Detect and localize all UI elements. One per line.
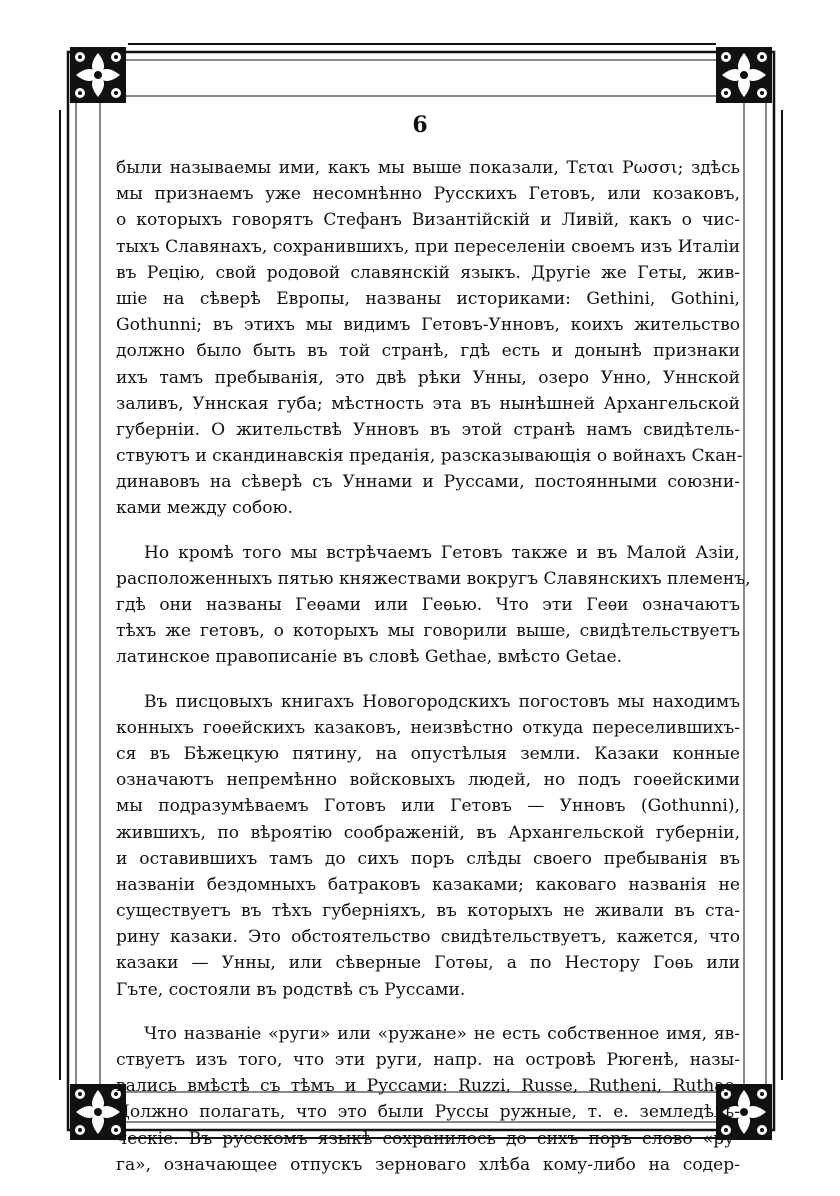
text-line: Гъте, состояли въ родствѣ съ Руссами. xyxy=(116,979,466,1000)
text-line: о которыхъ говорятъ Стефанъ Византійскій и Ливій, какъ о чис- xyxy=(116,210,740,231)
corner-ornament-top-right xyxy=(716,47,772,103)
text-line: расположенныхъ пятью княжествами вокругъ Славянскихъ племенъ, xyxy=(116,568,751,589)
text-line: и оставившихъ тамъ до сихъ поръ слѣды своего пребыванія въ xyxy=(116,848,740,869)
text-line: жившихъ, по вѣроятію соображеній, въ Архангельской губерніи, xyxy=(116,822,740,843)
paragraph-2 xyxy=(116,540,751,671)
text-line: рину казаки. Это обстоятельство свидѣтельствуетъ, кажется, что xyxy=(116,927,740,948)
text-line: Gothunni; въ этихъ мы видимъ Гетовъ-Унновъ, коихъ жительство xyxy=(116,315,740,336)
text-line: существуетъ въ тѣхъ губерніяхъ, въ которыхъ не живали въ ста- xyxy=(116,901,740,922)
text-line: названіи бездомныхъ батраковъ казаками; каковаго названія не xyxy=(116,874,740,895)
text-line: были называемы ими, какъ мы выше показали, Τεται Ρωσσι; здѣсь xyxy=(116,158,740,178)
text-line: га», означающее отпускъ зерноваго хлѣба кому-либо на содер- xyxy=(116,1154,740,1175)
paragraph-1 xyxy=(116,155,743,522)
text-line: конныхъ гоѳейскихъ казаковъ, неизвѣстно откуда переселившихъ- xyxy=(116,717,740,738)
text-line: шіе на сѣверѣ Европы, названы историками: Gethini, Gothini, xyxy=(116,288,740,309)
text-line: означаютъ непремѣнно войсковыхъ людей, но подъ гоѳейскими xyxy=(116,770,740,791)
text-line: динавовъ на сѣверѣ съ Уннами и Руссами, постоянными союзни- xyxy=(116,472,740,493)
text-line: ствуетъ изъ того, что эти руги, напр. на островѣ Рюгенѣ, назы- xyxy=(116,1050,740,1070)
text-line: мы подразумѣваемъ Готовъ или Гетовъ — Унновъ (Gothunni), xyxy=(116,796,740,817)
paragraph-4 xyxy=(116,1021,740,1178)
text-line: латинское правописаніе въ словѣ Gethae, вмѣсто Getae. xyxy=(116,647,623,668)
text-line: тыхъ Славянахъ, сохранившихъ, при переселеніи своемъ изъ Италіи xyxy=(116,236,740,257)
text-line: тѣхъ же гетовъ, о которыхъ мы говорили выше, свидѣтельствуетъ xyxy=(116,621,740,642)
text-line: Что названіе «руги» или «ружане» не есть собственное имя, яв- xyxy=(144,1023,740,1044)
text-line: ками между собою. xyxy=(116,498,293,519)
text-line: ихъ тамъ пребыванія, это двѣ рѣки Унны, озеро Унно, Уннской xyxy=(116,367,740,388)
text-line: заливъ, Уннская губа; мѣстность эта въ нынѣшней Архангельской xyxy=(116,393,740,414)
text-line: казаки — Унны, или сѣверные Готѳы, а по Нестору Гоѳь или xyxy=(116,953,740,974)
text-line: въ Рецію, свой родовой славянскій языкъ. Другіе же Геты, жив- xyxy=(116,262,740,283)
text-line: губерніи. О жительствѣ Унновъ въ этой странѣ намъ свидѣтель- xyxy=(116,419,740,440)
text-line: ся въ Бѣжецкую пятину, на опустѣлыя земли. Казаки конные xyxy=(116,743,740,764)
text-line: вались вмѣстѣ съ тѣмъ и Руссами: Ruzzi, Russe, Rutheni, Ruthae. xyxy=(116,1076,740,1097)
text-line: мы признаемъ уже несомнѣнно Русскихъ Гетовъ, или козаковъ, xyxy=(116,184,740,205)
text-line: ческіе. Въ русскомъ языкѣ сохранилось до сихъ поръ слово «ру- xyxy=(116,1128,740,1149)
body-text xyxy=(116,155,751,1196)
text-line: ствуютъ и скандинавскія преданія, разсказывающія о войнахъ Скан- xyxy=(116,446,743,467)
text-line: Но кромѣ того мы встрѣчаемъ Гетовъ также и въ Малой Азіи, xyxy=(144,542,740,563)
text-line: должно было быть въ той странѣ, гдѣ есть и донынѣ признаки xyxy=(116,341,740,362)
text-line: Должно полагать, что это были Руссы ружные, т. е. земледѣль- xyxy=(116,1102,740,1123)
page-number: 6 xyxy=(412,112,428,138)
corner-ornament-top-left xyxy=(70,47,126,103)
text-line: гдѣ они названы Геѳами или Геѳью. Что эти Геѳи означаютъ xyxy=(116,595,740,615)
paragraph-3 xyxy=(116,689,740,1003)
text-line: Въ писцовыхъ книгахъ Новогородскихъ погостовъ мы находимъ xyxy=(144,691,740,712)
